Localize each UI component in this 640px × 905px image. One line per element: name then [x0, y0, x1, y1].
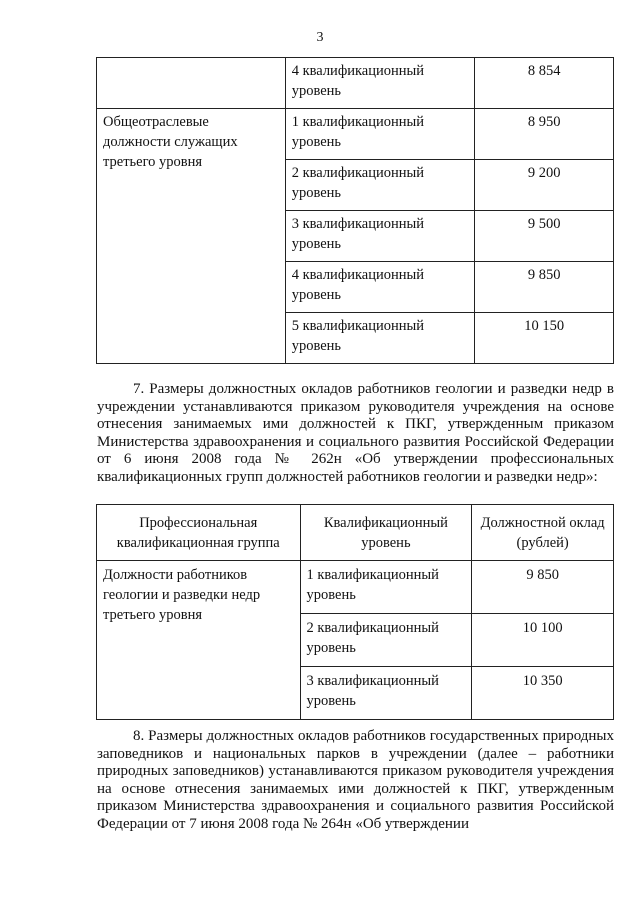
group-cell: Общеотраслевые должности служащих третьего уровня	[97, 109, 286, 364]
table-row	[97, 109, 614, 160]
salary-cell: 8 950	[475, 109, 614, 160]
level-cell: 1 квалификационный уровень	[300, 561, 472, 614]
group-cell	[97, 58, 286, 109]
salary-cell: 10 150	[475, 313, 614, 364]
salary-table-geology	[96, 504, 614, 720]
salary-cell: 8 854	[475, 58, 614, 109]
level-cell: 4 квалификационный уровень	[285, 58, 475, 109]
salary-cell: 9 850	[472, 561, 614, 614]
salary-cell: 10 350	[472, 667, 614, 720]
salary-cell: 9 200	[475, 160, 614, 211]
paragraph-8: 8. Размеры должностных окладов работников государственных природных заповедников и национальных парков в учреждении (далее – работники природных заповедников) устанавливаются приказом руководителя учреждения на основе отнесения занимаемых ими должностей к ПКГ, утвержденным приказом Министерства здравоохранения и социального развития Российской Федерации от 7 июня 2008 года № 264н «Об утверждении	[97, 728, 614, 832]
table-header-row	[97, 505, 614, 561]
salary-table-general	[96, 57, 614, 364]
salary-cell: 9 500	[475, 211, 614, 262]
level-cell: 3 квалификационный уровень	[300, 667, 472, 720]
table-row	[97, 561, 614, 614]
column-header-group: Профессиональная квалификационная группа	[97, 505, 301, 561]
level-cell: 4 квалификационный уровень	[285, 262, 475, 313]
column-header-salary: Должностной оклад (рублей)	[472, 505, 614, 561]
table-row	[97, 58, 614, 109]
level-cell: 2 квалификационный уровень	[285, 160, 475, 211]
level-cell: 3 квалификационный уровень	[285, 211, 475, 262]
level-cell: 1 квалификационный уровень	[285, 109, 475, 160]
column-header-level: Квалификационный уровень	[300, 505, 472, 561]
page-number: 3	[316, 30, 324, 45]
salary-cell: 9 850	[475, 262, 614, 313]
group-cell: Должности работников геологии и разведки недр третьего уровня	[97, 561, 301, 720]
paragraph-7: 7. Размеры должностных окладов работников геологии и разведки недр в учреждении устанавливаются приказом руководителя учреждения на основе отнесения занимаемых ими должностей к ПКГ, утвержденным приказом Министерства здравоохранения и социального развития Российской Федерации от 6 июня 2008 года № 262н «Об утверждении профессиональных квалификационных групп должностей работников геологии и разведки недр»:	[97, 381, 614, 485]
level-cell: 5 квалификационный уровень	[285, 313, 475, 364]
level-cell: 2 квалификационный уровень	[300, 614, 472, 667]
salary-cell: 10 100	[472, 614, 614, 667]
